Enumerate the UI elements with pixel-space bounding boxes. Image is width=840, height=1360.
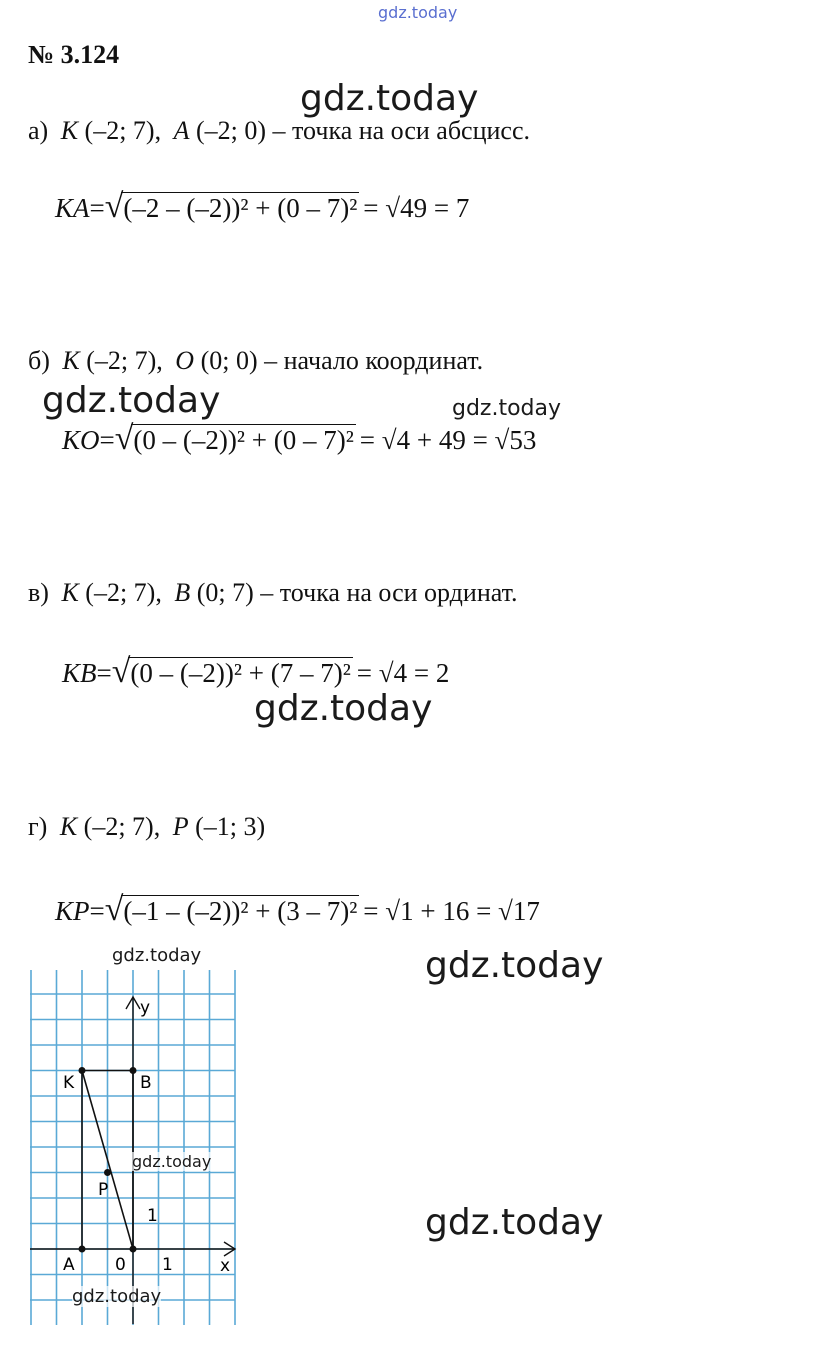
formula-radicand: (–1 – (–2))² + (3 – 7)² [123, 895, 358, 926]
point-coords: (–2; 7), [84, 116, 162, 145]
part-label: а) [28, 116, 49, 145]
part-a-statement [28, 116, 530, 146]
point-coords: (–2; 7), [85, 578, 162, 607]
watermark: gdz.today [42, 380, 221, 421]
formula-kp: KP = √ (–1 – (–2))² + (3 – 7)² = √1 + 16 = √17 [55, 891, 540, 928]
formula-radicand: (–2 – (–2))² + (0 – 7)² [123, 192, 358, 223]
formula-eq: = [89, 896, 105, 926]
formula-kb: KB = √ (0 – (–2))² + (7 – 7)² = √4 = 2 [62, 653, 450, 690]
formula-result: = √1 + 16 = √17 [363, 896, 540, 926]
x-axis-label: x [220, 1256, 231, 1276]
watermark-top: gdz.today [378, 3, 458, 22]
watermark: gdz.today [72, 1286, 162, 1307]
point-name: A [173, 116, 190, 145]
point-description: – начало координат. [264, 346, 484, 375]
point-k [79, 1067, 86, 1074]
point-p [104, 1169, 111, 1176]
formula-lhs: KA [55, 193, 90, 223]
formula-eq: = [89, 193, 105, 223]
formula-eq: = [99, 425, 115, 455]
watermark: gdz.today [300, 78, 479, 119]
watermark: gdz.today [425, 1202, 604, 1243]
point-label-a: A [63, 1255, 75, 1275]
watermark: gdz.today [132, 1152, 212, 1171]
point-coords: (–1; 3) [195, 812, 266, 841]
point-name: B [174, 578, 191, 607]
point-name: K [61, 578, 79, 607]
formula-lhs: KO [62, 425, 100, 455]
watermark: gdz.today [425, 945, 604, 986]
part-b-statement [28, 346, 483, 376]
unit-y-label: 1 [147, 1206, 158, 1226]
unit-x-label: 1 [162, 1255, 173, 1275]
part-g-statement [28, 812, 265, 842]
point-name: P [172, 812, 189, 841]
formula-eq: = [96, 658, 112, 688]
part-v-statement [28, 578, 518, 608]
watermark: gdz.today [452, 396, 562, 421]
point-coords: (–2; 7), [86, 346, 163, 375]
point-label-p: P [98, 1180, 109, 1200]
point-o [130, 1246, 137, 1253]
formula-radicand: (0 – (–2))² + (7 – 7)² [130, 657, 351, 688]
y-axis-label: y [140, 998, 151, 1018]
coordinate-graph [30, 970, 240, 1325]
point-name: K [62, 346, 80, 375]
formula-result: = √49 = 7 [363, 193, 470, 223]
point-coords: (–2; 0) [195, 116, 267, 145]
formula-radicand: (0 – (–2))² + (0 – 7)² [133, 424, 354, 455]
formula-lhs: KB [62, 658, 97, 688]
watermark: gdz.today [112, 945, 202, 966]
point-name: K [59, 812, 78, 841]
watermark: gdz.today [254, 688, 433, 729]
formula-result: = √4 = 2 [356, 658, 450, 688]
formula-result: = √4 + 49 = √53 [359, 425, 537, 455]
point-description: – точка на оси абсцисс. [272, 116, 531, 145]
point-b [130, 1067, 137, 1074]
point-name: K [60, 116, 79, 145]
part-label: в) [28, 578, 49, 607]
problem-number: № 3.124 [28, 40, 120, 69]
point-a [79, 1246, 86, 1253]
point-label-k: K [63, 1073, 75, 1093]
point-coords: (0; 0) [200, 346, 258, 375]
part-label: г) [28, 812, 48, 841]
formula-lhs: KP [55, 896, 90, 926]
point-coords: (0; 7) [196, 578, 254, 607]
formula-ko: KO = √ (0 – (–2))² + (0 – 7)² = √4 + 49 = √53 [62, 420, 537, 457]
point-description: – точка на оси ординат. [260, 578, 518, 607]
point-label-b: B [140, 1073, 152, 1093]
point-coords: (–2; 7), [83, 812, 161, 841]
formula-ka: KA = √ (–2 – (–2))² + (0 – 7)² = √49 = 7 [55, 188, 470, 225]
origin-label: 0 [115, 1255, 126, 1275]
part-label: б) [28, 346, 50, 375]
point-name: O [175, 346, 195, 375]
